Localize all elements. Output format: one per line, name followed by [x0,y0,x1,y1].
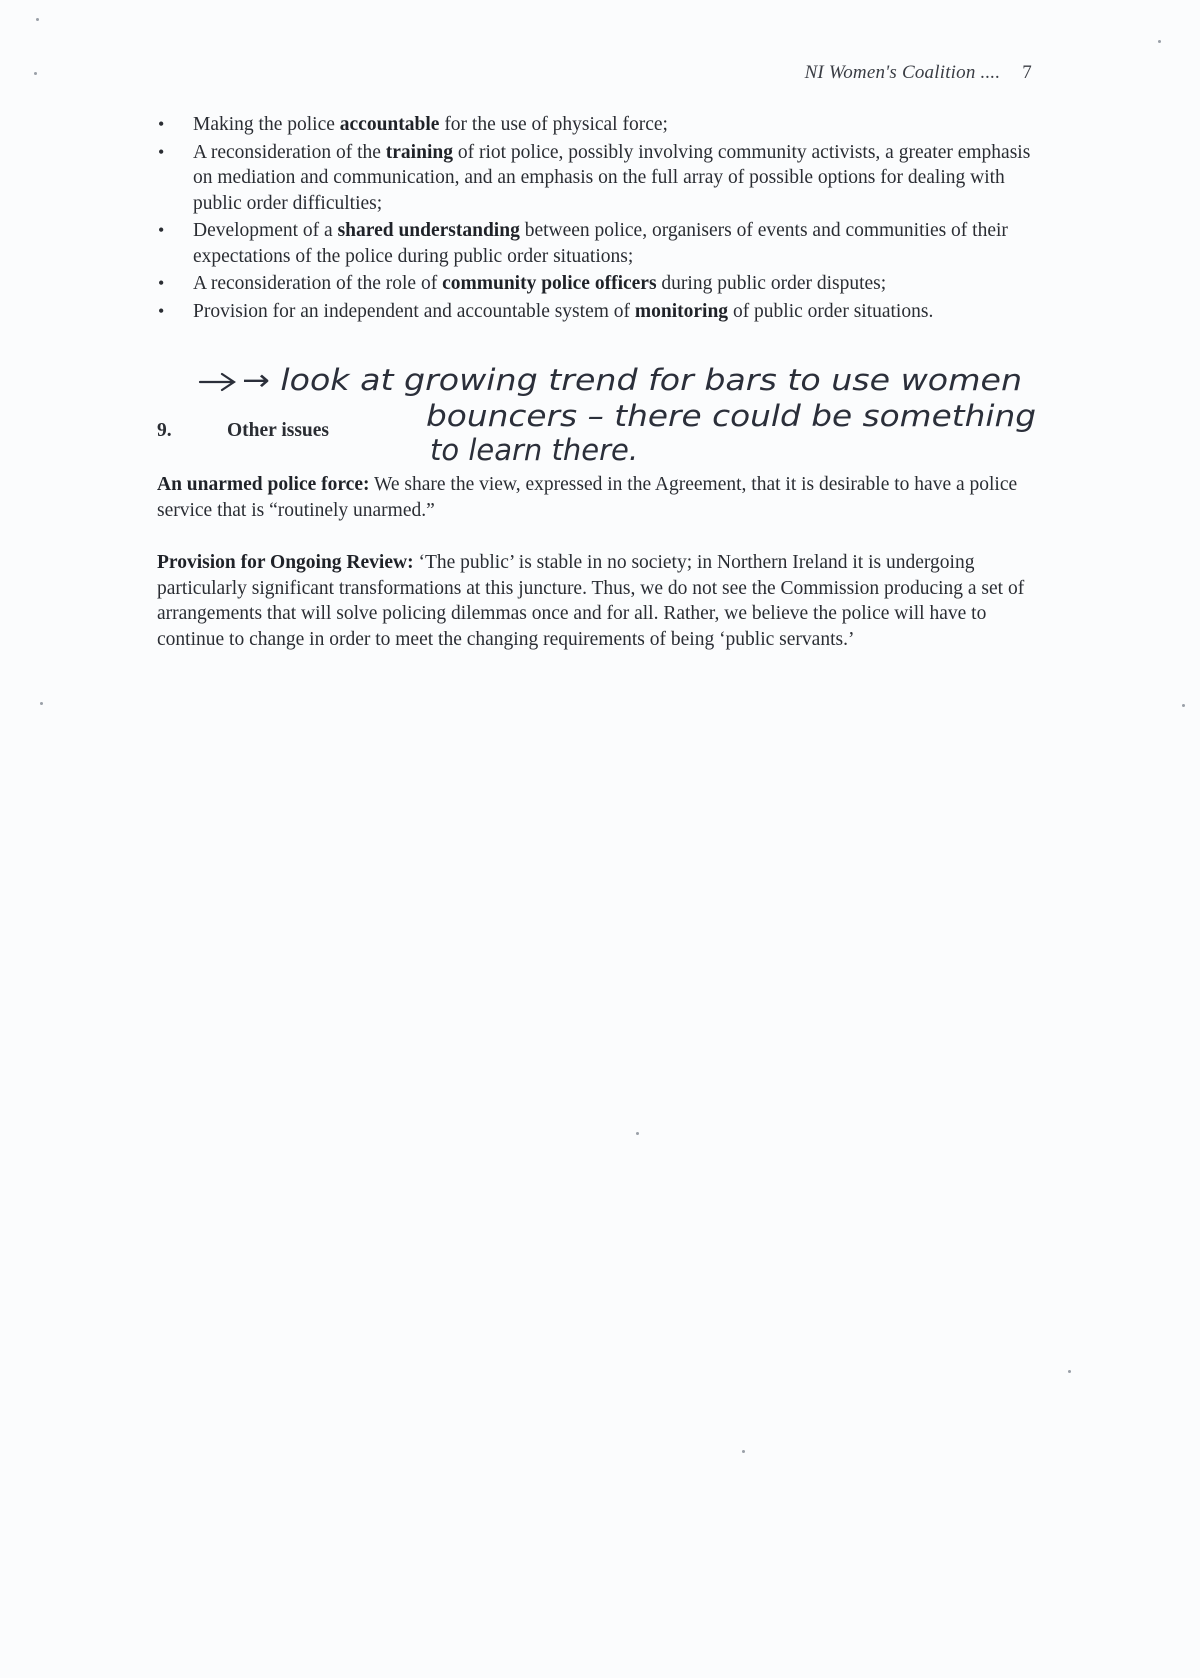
scan-speck [636,1132,639,1135]
running-title: NI Women's Coalition .... [804,62,1001,83]
paragraph-lead: Provision for Ongoing Review: [157,552,414,573]
paragraph-unarmed-police [157,472,1037,523]
scan-speck [1068,1370,1071,1373]
page-number: 7 [1022,62,1032,83]
paragraph-text: We share the view, expressed in the Agreement, that it is desirable to have a police service that is “routinely unarmed.” [157,474,1018,521]
handwritten-line-2: bouncers – there could be something [426,399,1036,433]
scan-speck [1182,704,1185,707]
list-item: • A reconsideration of the training of riot police, possibly involving community activists, a greater emphasis on mediation and communication, and an emphasis on the full array of possible options for dealing with public order difficulties; [157,140,1037,217]
scan-speck [34,72,37,75]
running-header [805,62,1032,84]
list-item: • A reconsideration of the role of community police officers during public order disputes; [157,271,1037,297]
list-item: • Making the police accountable for the use of physical force; [157,112,1037,138]
arrow-mark [200,374,234,390]
paragraph-lead: An unarmed police force: [157,474,370,495]
list-item: • Provision for an independent and accountable system of monitoring of public order situations. [157,299,1037,325]
scan-speck [40,702,43,705]
recommendations-list [157,112,1037,326]
scan-speck [742,1450,745,1453]
list-item: • Development of a shared understanding between police, organisers of events and communities of their expectations of the police during public order situations; [157,218,1037,269]
scan-speck [36,18,39,21]
handwritten-annotation [196,360,1056,470]
scan-speck [1158,40,1161,43]
paragraph-ongoing-review [157,550,1037,652]
section-number: 9. [157,420,172,441]
handwritten-line-3: to learn there. [430,433,639,467]
handwritten-line-1: → look at growing trend for bars to use women [242,363,1022,397]
paragraph-text: ‘The public’ is stable in no society; in Northern Ireland it is undergoing particularly significant transformations at this juncture. Thus, we do not see the Commission producing a set of arrangements that will solve policing dilemmas once and for all. Rather, we believe the police will have to continue to change in order to meet the changing requirements of being ‘public servants.’ [157,552,1025,650]
section-title: Other issues [227,420,330,441]
section-heading [157,420,329,442]
